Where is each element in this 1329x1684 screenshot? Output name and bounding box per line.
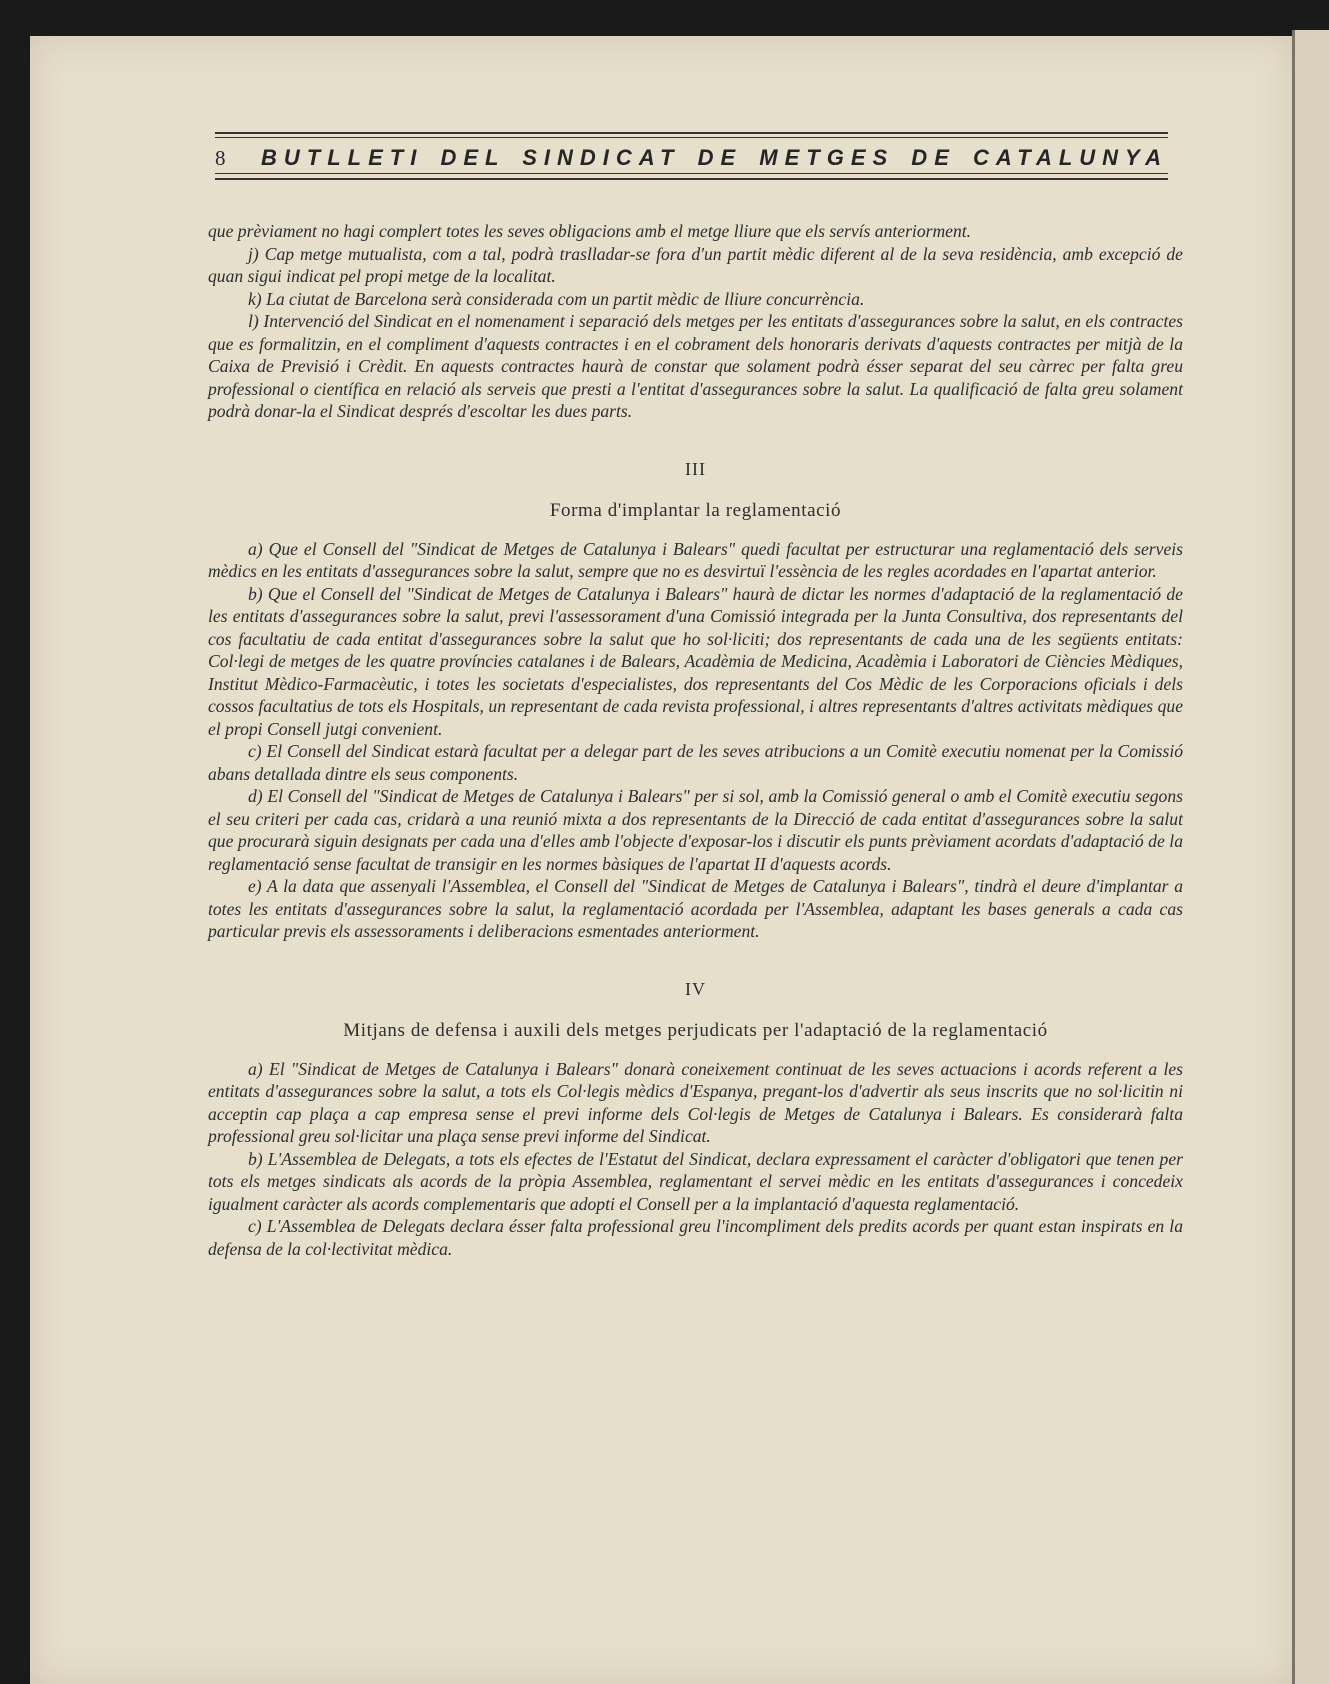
section3-paragraph-b: b) Que el Consell del "Sindicat de Metges de Catalunya i Balears" haurà de dictar les normes d'adaptació de la reglamentació de les entitats d'assegurances sobre la salut, previ l'assessorament d'una Comissió integrada per la Junta Consultiva, dos representants del cos facultatiu de cada entitat d'assegurances sobre la salut que ho sol·liciti; dos representants de cada una de les següents entitats: Col·legi de metges de les quatre províncies catalanes i de Balears, Acadèmia de Medicina, Acadèmia i Laboratori de Ciències Mèdiques, Institut Mèdico-Farmacèutic, i totes les societats d'especialistes, dos representants del Cos Mèdic de les Corporacions oficials i dels cossos facultatius de tots els Hospitals, un representant de cada revista professional, i altres representants d'altres activitats mèdiques que el propi Consell jutgi convenient.: [208, 583, 1183, 739]
paragraph-l: l) Intervenció del Sindicat en el nomenament i separació dels metges per les entitats d'assegurances sobre la salut, en els contractes que es formalitzin, en el compliment d'aquests contractes i en el cobrament dels honoraris derivats d'aquests contractes per mitjà de la Caixa de Previsió i Crèdit. En aquests contractes haurà de constar que solament podrà ésser separat del seu càrrec per falta greu professional o científica en relació als serveis que presti a l'entitat d'assegurances sobre la salut. La qualificació de falta greu solament podrà donar-la el Sindicat després d'escoltar les dues parts.: [208, 311, 1183, 421]
header-row: [215, 145, 1168, 171]
section4-paragraph-a: a) El "Sindicat de Metges de Catalunya i Balears" donarà coneixement continuat de les seves actuacions i acords referent a les entitats d'assegurances sobre la salut, a tots els Col·legis mèdics d'Espanya, pregant-los d'advertir als seus inscrits que no sol·licitin ni acceptin cap plaça a cap empresa sense el previ informe dels Col·legis de Metges de Catalunya i Balears. Es considerarà falta professional greu sol·licitar una plaça sense previ informe del Sindicat.: [208, 1058, 1183, 1146]
section3-paragraph-d: d) El Consell del "Sindicat de Metges de Catalunya i Balears" per si sol, amb la Comissió general o amb el Comitè executiu segons el seu criteri per cada cas, cridarà a una reunió mixta a dos representants de la Direcció de cada entitat d'assegurances sobre la salut que procurarà siguin designats per cada una d'elles amb l'objecte d'exposar-los i discutir els punts prèviament acordats d'adaptació de la reglamentació sense facultat de transigir en les normes bàsiques de l'apartat II d'aquests acords.: [208, 786, 1183, 874]
body-text: [208, 220, 1183, 1260]
section-title: Forma d'implantar la reglamentació: [549, 499, 842, 521]
section-number: III: [685, 458, 706, 479]
header-rule: [215, 173, 1168, 174]
paragraph-j: j) Cap metge mutualista, com a tal, podrà traslladar-se fora d'un partit mèdic diferent al de la seva residència, amb excepció de quan sigui indicat pel propi metge de la localitat.: [208, 243, 1183, 286]
section3-paragraph-e: e) A la data que assenyali l'Assemblea, el Consell del "Sindicat de Metges de Catalunya i Balears", tindrà el deure d'implantar a totes les entitats d'assegurances sobre la salut, la reglamentació acordada per l'Assemblea, adaptant les bases generals a cada cas particular previs els assessoraments i deliberacions esmentades anteriorment.: [208, 876, 1183, 941]
header-rule: [215, 132, 1168, 134]
section-title: Mitjans de defensa i auxili dels metges perjudicats per l'adaptació de la reglamentació: [343, 1019, 1048, 1041]
section3-paragraph-c: c) El Consell del Sindicat estarà facultat per a delegar part de les seves atribucions a un Comitè executiu nomenat per la Comissió abans detallada dintre els seus components.: [208, 741, 1183, 784]
section4-paragraph-c: c) L'Assemblea de Delegats declara ésser falta professional greu l'incompliment dels predits acords per quant estan inspirats en la defensa de la col·lectivitat mèdica.: [208, 1216, 1183, 1259]
paragraph-continued: que prèviament no hagi complert totes les seves obligacions amb el metge lliure que els servís anteriorment.: [208, 221, 972, 241]
paragraph-k: k) La ciutat de Barcelona serà considerada com un partit mèdic de lliure concurrència.: [248, 288, 865, 309]
section3-paragraph-a: a) Que el Consell del "Sindicat de Metges de Catalunya i Balears" quedi facultat per estructurar una reglamentació dels serveis mèdics en les entitats d'assegurances sobre la salut, sempre que no es desvirtuï l'essència de les regles acordades en l'apartat anterior.: [208, 538, 1183, 581]
header-rule: [215, 178, 1168, 180]
adjacent-page-edge: [1292, 30, 1329, 1684]
section4-paragraph-b: b) L'Assemblea de Delegats, a tots els efectes de l'Estatut del Sindicat, declara expressament el caràcter d'obligatori que tenen per tots els metges sindicats als acords de la pròpia Assemblea, reglamentant el servei mèdic en les entitats d'assegurances i concedeix igualment caràcter als acords complementaris que adopti el Consell per a la implantació d'aquesta reglamentació.: [208, 1148, 1183, 1214]
journal-title: BUTLLETI DEL SINDICAT DE METGES DE CATALUNYA: [261, 145, 1168, 170]
running-header: [215, 128, 1168, 184]
section-number: IV: [685, 978, 706, 999]
header-rule: [215, 137, 1168, 138]
page-number: 8: [215, 145, 226, 170]
